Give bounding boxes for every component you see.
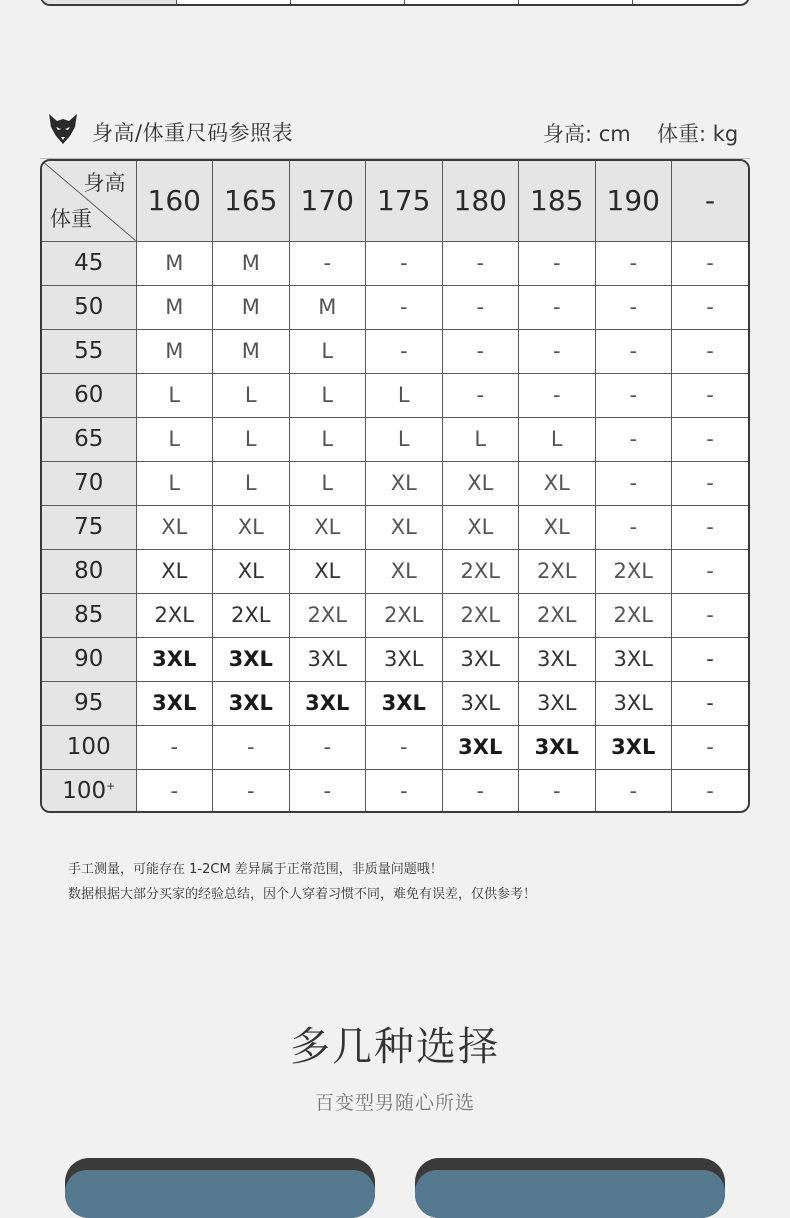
size-cell: XL (519, 461, 596, 505)
size-cell: - (442, 329, 519, 373)
size-cell: - (672, 725, 749, 769)
size-cell: - (366, 769, 443, 813)
size-row (42, 241, 748, 285)
measurement-note: 手工测量，可能存在 1-2CM 差异属于正常范围，非质量问题哦！ (68, 862, 443, 877)
size-cell: - (136, 725, 213, 769)
weight-suffix: + (106, 779, 116, 793)
size-cell: M (213, 241, 290, 285)
product-card-left[interactable] (65, 1158, 375, 1218)
table-corner-cell (42, 161, 136, 241)
chart-title: 身高/体重尺码参照表 (92, 121, 294, 145)
height-header: 170 (289, 161, 366, 241)
size-cell: M (213, 329, 290, 373)
size-table-frame (40, 159, 750, 813)
previous-table-bottom (40, 0, 750, 6)
corner-height-label: 身高 (83, 171, 126, 195)
size-cell: 3XL (366, 637, 443, 681)
size-row (42, 725, 748, 769)
size-cell: 2XL (519, 549, 596, 593)
weight-cell: 90 (42, 637, 136, 681)
size-cell: XL (366, 461, 443, 505)
size-cell: 2XL (595, 549, 672, 593)
height-header: 185 (519, 161, 596, 241)
size-cell: 3XL (213, 637, 290, 681)
weight-cell: 45 (42, 241, 136, 285)
size-row (42, 285, 748, 329)
size-cell: L (213, 373, 290, 417)
size-cell: XL (289, 505, 366, 549)
size-cell: XL (213, 549, 290, 593)
size-cell: - (672, 373, 749, 417)
size-cell: - (213, 725, 290, 769)
size-row (42, 461, 748, 505)
height-header: 175 (366, 161, 443, 241)
size-cell: 3XL (595, 681, 672, 725)
height-header-row (42, 161, 748, 241)
size-row (42, 681, 748, 725)
size-cell: - (672, 549, 749, 593)
size-row (42, 593, 748, 637)
size-cell: XL (213, 505, 290, 549)
height-header: - (672, 161, 749, 241)
size-cell: - (672, 329, 749, 373)
size-cell: - (519, 241, 596, 285)
size-cell: - (595, 417, 672, 461)
size-cell: L (289, 417, 366, 461)
weight-cell: 70 (42, 461, 136, 505)
size-cell: 3XL (289, 637, 366, 681)
size-cell: XL (442, 461, 519, 505)
size-row (42, 505, 748, 549)
size-cell: M (136, 285, 213, 329)
size-cell: - (519, 373, 596, 417)
corner-weight-label: 体重 (50, 206, 92, 231)
size-cell: - (442, 285, 519, 329)
size-cell: 2XL (213, 593, 290, 637)
size-cell: L (519, 417, 596, 461)
size-cell: 2XL (595, 593, 672, 637)
size-cell: - (672, 241, 749, 285)
size-cell: - (519, 769, 596, 813)
size-row (42, 417, 748, 461)
size-row (42, 329, 748, 373)
size-cell: L (289, 329, 366, 373)
size-cell: - (672, 769, 749, 813)
size-row (42, 373, 748, 417)
size-cell: - (289, 769, 366, 813)
size-cell: - (366, 725, 443, 769)
size-cell: L (289, 461, 366, 505)
size-cell: 2XL (442, 593, 519, 637)
size-cell: 2XL (442, 549, 519, 593)
size-cell: L (442, 417, 519, 461)
size-cell: - (442, 769, 519, 813)
size-cell: - (442, 373, 519, 417)
size-cell: - (366, 285, 443, 329)
size-cell: 2XL (289, 593, 366, 637)
section-title: 多几种选择 (290, 1024, 500, 1070)
weight-unit-label: 体重: kg (657, 122, 739, 146)
fox-logo-icon (46, 112, 80, 146)
size-cell: 3XL (289, 681, 366, 725)
size-cell: - (366, 241, 443, 285)
size-cell: - (519, 285, 596, 329)
size-cell: M (289, 285, 366, 329)
size-cell: - (672, 417, 749, 461)
size-cell: - (672, 593, 749, 637)
weight-cell: 100+ (42, 769, 136, 813)
size-cell: L (136, 417, 213, 461)
size-cell: L (136, 373, 213, 417)
height-header: 180 (442, 161, 519, 241)
size-cell: - (672, 637, 749, 681)
size-cell: - (289, 725, 366, 769)
size-cell: 2XL (366, 593, 443, 637)
size-cell: - (519, 329, 596, 373)
size-cell: 3XL (519, 725, 596, 769)
weight-cell: 75 (42, 505, 136, 549)
size-cell: - (595, 329, 672, 373)
size-cell: L (366, 373, 443, 417)
size-table (42, 161, 748, 813)
section-subtitle: 百变型男随心所选 (314, 1092, 475, 1114)
size-cell: L (366, 417, 443, 461)
size-cell: - (672, 505, 749, 549)
size-cell: XL (366, 549, 443, 593)
size-cell: - (595, 505, 672, 549)
size-cell: - (595, 461, 672, 505)
size-cell: 3XL (366, 681, 443, 725)
weight-cell: 50 (42, 285, 136, 329)
size-cell: L (213, 417, 290, 461)
size-cell: 3XL (595, 637, 672, 681)
size-cell: XL (366, 505, 443, 549)
weight-cell: 85 (42, 593, 136, 637)
size-cell: - (366, 329, 443, 373)
size-cell: M (213, 285, 290, 329)
size-cell: L (289, 373, 366, 417)
weight-cell: 55 (42, 329, 136, 373)
size-cell: 3XL (519, 681, 596, 725)
size-cell: - (595, 241, 672, 285)
size-row (42, 549, 748, 593)
weight-cell: 95 (42, 681, 136, 725)
size-cell: - (672, 461, 749, 505)
height-header: 190 (595, 161, 672, 241)
size-cell: L (213, 461, 290, 505)
size-row (42, 637, 748, 681)
size-cell: - (595, 285, 672, 329)
size-cell: 3XL (595, 725, 672, 769)
size-cell: XL (136, 549, 213, 593)
size-cell: - (442, 241, 519, 285)
size-cell: - (672, 285, 749, 329)
size-cell: - (595, 769, 672, 813)
size-cell: M (136, 329, 213, 373)
size-chart-header (40, 112, 750, 159)
weight-cell: 100 (42, 725, 136, 769)
size-cell: 3XL (442, 681, 519, 725)
size-cell: XL (136, 505, 213, 549)
size-cell: L (136, 461, 213, 505)
reference-note: 数据根据大部分买家的经验总结，因个人穿着习惯不同，难免有误差，仅供参考！ (68, 887, 537, 902)
size-cell: - (672, 681, 749, 725)
height-unit-label: 身高: cm (543, 122, 631, 146)
size-cell: - (213, 769, 290, 813)
size-cell: 3XL (442, 637, 519, 681)
size-cell: 3XL (136, 637, 213, 681)
size-cell: 3XL (519, 637, 596, 681)
size-cell: XL (519, 505, 596, 549)
size-cell: M (136, 241, 213, 285)
height-header: 160 (136, 161, 213, 241)
height-header: 165 (213, 161, 290, 241)
size-row (42, 769, 748, 813)
size-cell: 3XL (136, 681, 213, 725)
size-cell: 2XL (136, 593, 213, 637)
weight-cell: 80 (42, 549, 136, 593)
size-cell: - (595, 373, 672, 417)
product-card-right[interactable] (415, 1158, 725, 1218)
weight-cell: 60 (42, 373, 136, 417)
size-cell: - (136, 769, 213, 813)
weight-cell: 65 (42, 417, 136, 461)
size-cell: 2XL (519, 593, 596, 637)
size-cell: - (289, 241, 366, 285)
size-cell: 3XL (442, 725, 519, 769)
size-cell: XL (442, 505, 519, 549)
size-cell: 3XL (213, 681, 290, 725)
size-cell: XL (289, 549, 366, 593)
